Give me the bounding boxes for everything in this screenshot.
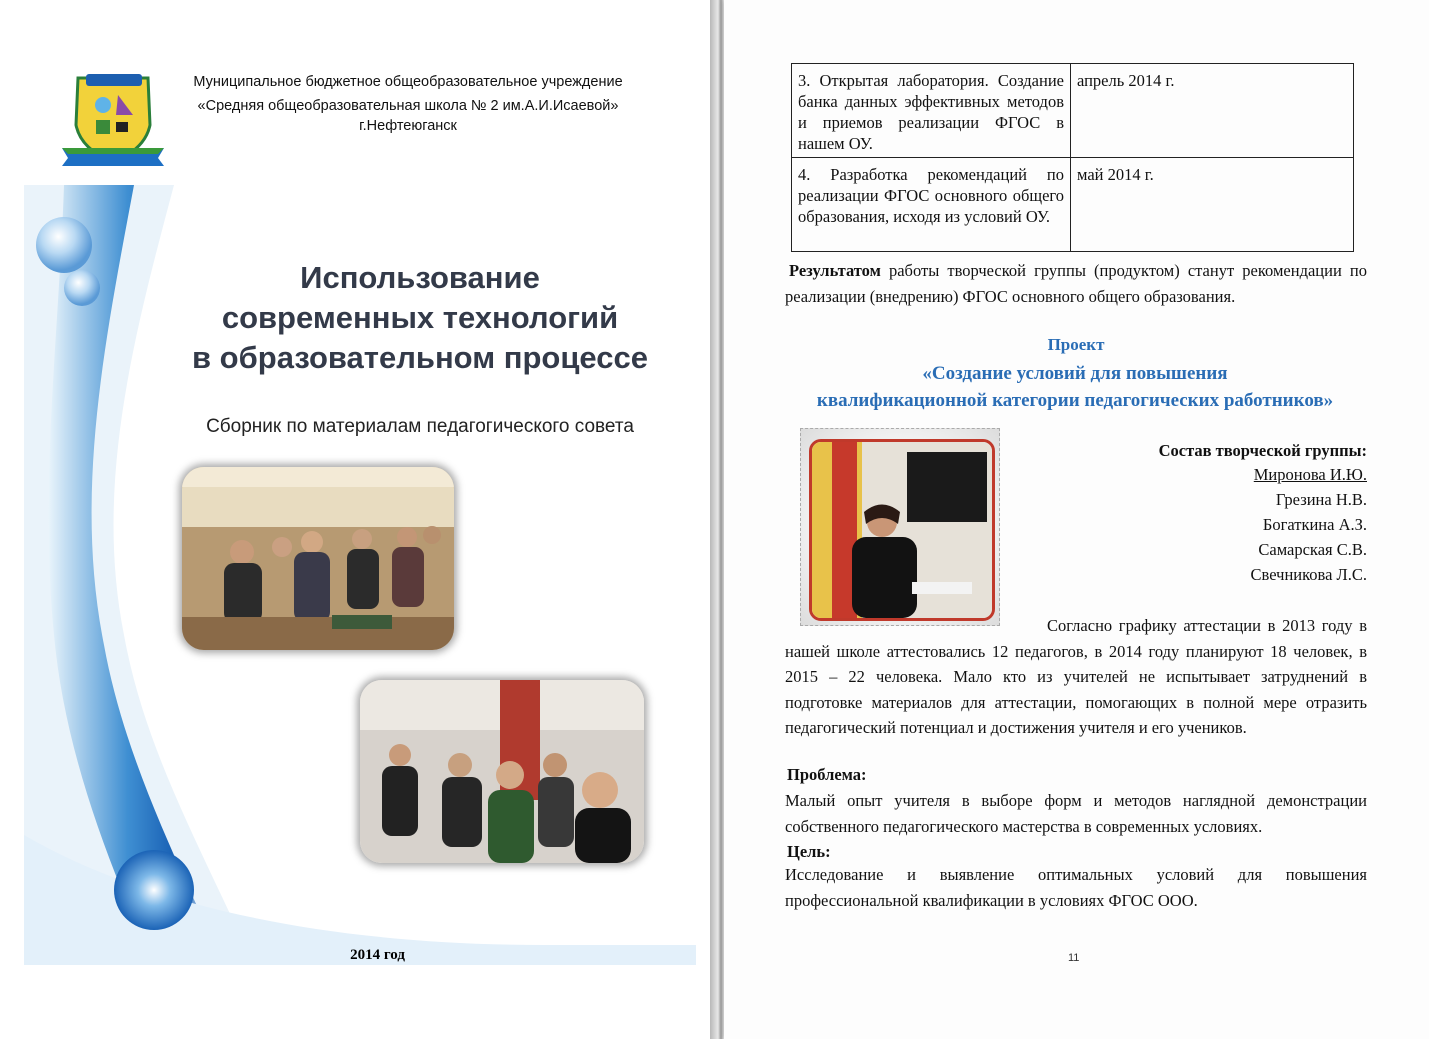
photo-teachers-meeting-1 — [182, 467, 454, 650]
project-title-line1: «Создание условий для повышения — [922, 363, 1228, 384]
table-cell-activity: 3. Открытая лаборатория. Создание банка данных эффективных методов и приемов реализации ФГОС в нашем ОУ. — [792, 64, 1071, 158]
result-paragraph — [785, 258, 1367, 309]
table-cell-date: апрель 2014 г. — [1071, 64, 1354, 158]
document-title-line1: Использование — [300, 260, 540, 295]
team-member: Богаткина А.З. — [1262, 515, 1367, 534]
team-member: Свечникова Л.С. — [1250, 565, 1367, 584]
team-heading — [1159, 441, 1367, 461]
document-title-line2: современных технологий — [221, 300, 619, 335]
project-title-line2: квалификационной категории педагогических работников» — [816, 390, 1334, 411]
project-kicker: Проект — [1047, 335, 1105, 354]
publication-year: 2014 год — [350, 947, 405, 963]
photo-frame-speaker — [800, 428, 1000, 626]
goal-label: Цель: — [787, 842, 831, 861]
team-member: Самарская С.В. — [1258, 540, 1367, 559]
photo-teachers-meeting-2 — [360, 680, 644, 863]
table-cell-activity: 4. Разработка рекомендаций по реализации ФГОС основного общего образования, исходя из условий ОУ. — [792, 158, 1071, 252]
result-bold-lead: Результатом — [789, 261, 881, 280]
team-heading-text: Состав творческой группы: — [1158, 441, 1367, 460]
project-title — [770, 360, 1380, 414]
problem-label: Проблема: — [787, 765, 867, 784]
goal-text: Исследование и выявление оптимальных условий для повышения профессиональной квалификации в условиях ФГОС ООО. — [785, 865, 1367, 910]
school-city: г.Нефтеюганск — [359, 118, 457, 134]
schedule-paragraph: Согласно графику аттестации в 2013 году в нашей школе аттестовались 12 педагогов, в 2014 году планируют 18 человек, в 2015 – 22 человека. Мало кто из учителей не испытывает затруднений в подготовке материалов для аттестации, помогающих в полной мере отразить педагогический потенциал и достижения учителя и его учеников. — [785, 616, 1367, 737]
photo-speaker — [809, 439, 995, 621]
table-row — [792, 64, 1354, 158]
school-name-line2: «Средняя общеобразовательная школа № 2 им.А.И.Исаевой» — [197, 98, 619, 114]
table-cell-date: май 2014 г. — [1071, 158, 1354, 252]
team-member: Грезина Н.В. — [1275, 490, 1367, 509]
school-name-line1: Муниципальное бюджетное общеобразовательное учреждение — [193, 74, 623, 90]
problem-text: Малый опыт учителя в выборе форм и методов наглядной демонстрации собственного педагогического мастерства в современных условиях. — [785, 791, 1367, 836]
result-text: работы творческой группы (продуктом) станут рекомендации по реализации (внедрению) ФГОС основного общего образования. — [785, 261, 1367, 306]
document-subtitle: Сборник по материалам педагогического совета — [206, 416, 634, 437]
team-member: Миронова И.Ю. — [1253, 465, 1367, 484]
page-number: 11 — [1068, 952, 1080, 964]
school-logo — [58, 70, 168, 168]
table-row — [792, 158, 1354, 252]
document-title-line3: в образовательном процессе — [192, 340, 648, 375]
plan-table — [791, 63, 1354, 252]
